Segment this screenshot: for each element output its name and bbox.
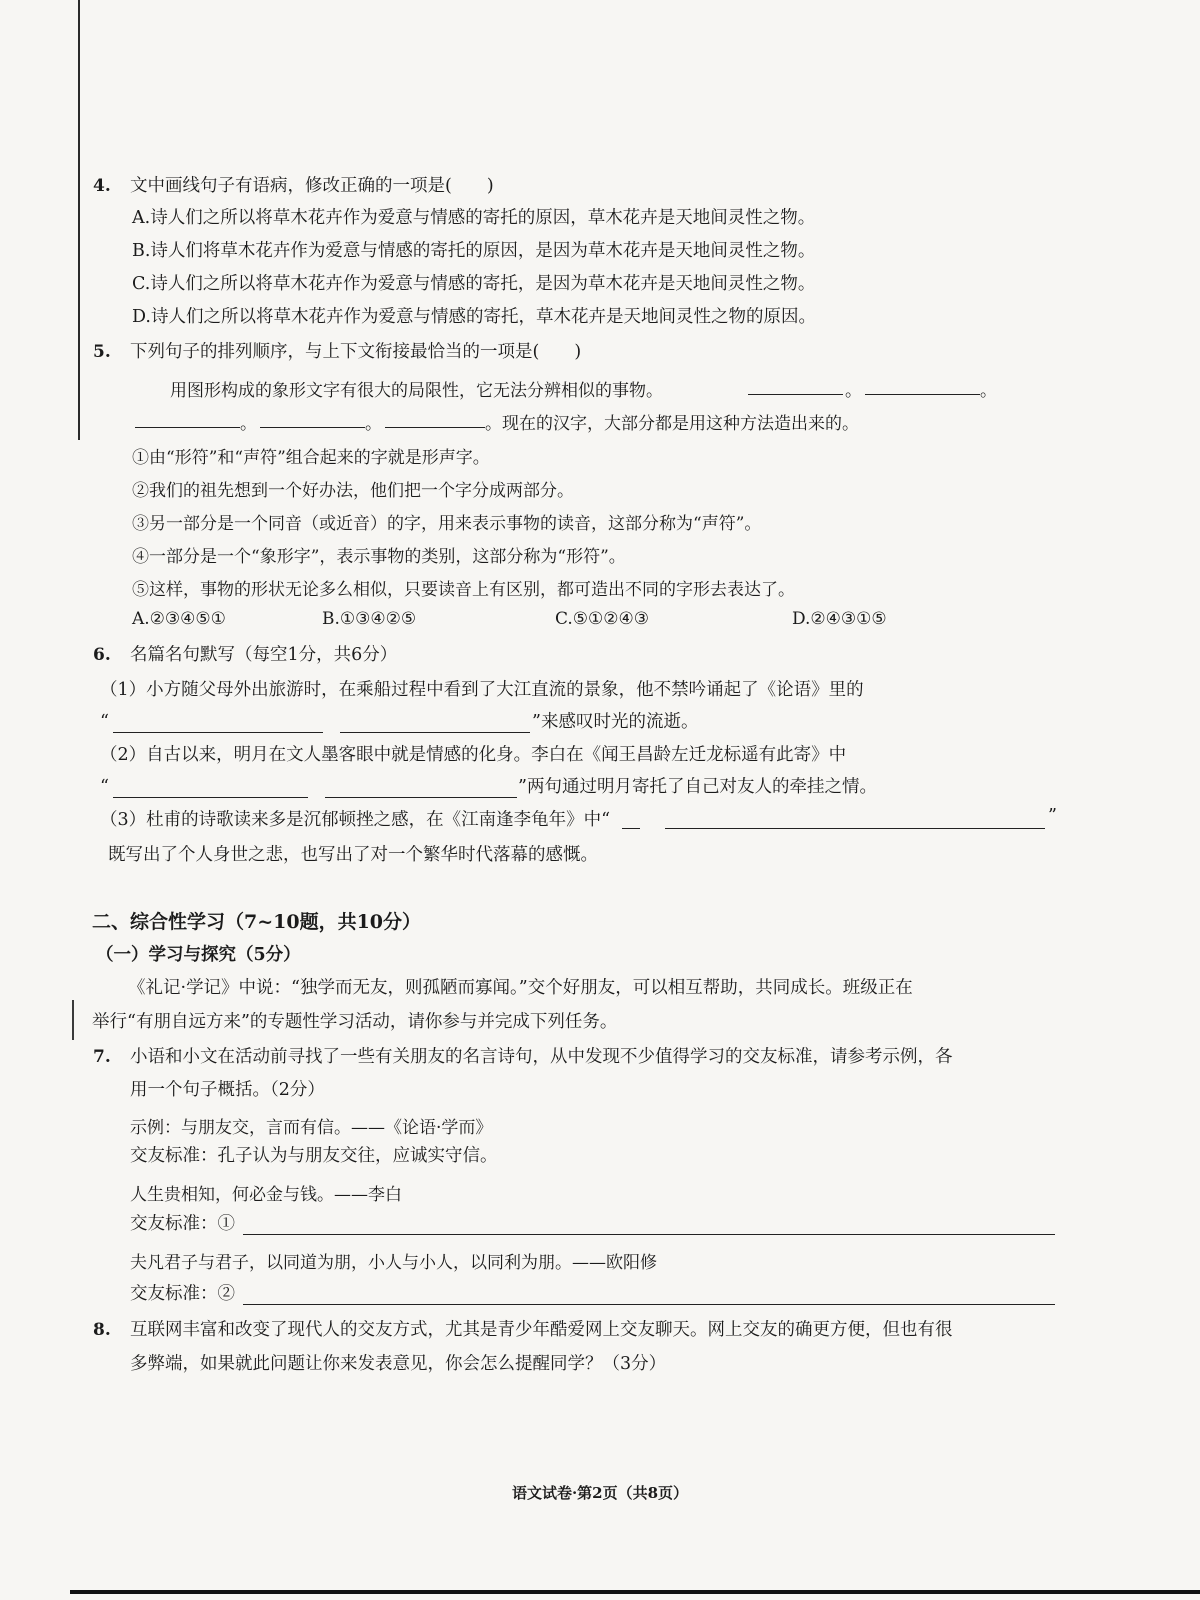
q7-example-standard: 交友标准：孔子认为与朋友交往，应诚实守信。	[130, 1146, 498, 1166]
q5-period-3: 。	[240, 414, 257, 434]
q6-part3-blank-1[interactable]	[622, 828, 640, 829]
q6-part3-line2: 既写出了个人身世之悲，也写出了对一个繁华时代落幕的感慨。	[108, 845, 598, 865]
q5-option-c: C.⑤①②④③	[555, 609, 650, 629]
q7-stem-line2: 用一个句子概括。（2分）	[130, 1080, 325, 1100]
q7-stem-line1: 小语和小文在活动前寻找了一些有关朋友的名言诗句，从中发现不少值得学习的交友标准，请参考示例，各	[130, 1047, 953, 1067]
q6-part1-blank-1[interactable]	[113, 732, 323, 733]
q6-stem: 名篇名句默写（每空1分，共6分）	[130, 645, 398, 665]
q4-option-d: D.诗人们之所以将草木花卉作为爱意与情感的寄托，草木花卉是天地间灵性之物的原因。	[132, 307, 816, 327]
q6-part2-blank-2[interactable]	[325, 797, 517, 798]
q5-sentence-2: ②我们的祖先想到一个好办法，他们把一个字分成两部分。	[132, 481, 574, 501]
q4-option-a: A.诗人们之所以将草木花卉作为爱意与情感的寄托的原因，草木花卉是天地间灵性之物。	[132, 208, 816, 228]
section2-title: 二、综合性学习（7~10题，共10分）	[92, 911, 422, 933]
q7-quote-2: 夫凡君子与君子，以同道为朋，小人与小人，以同利为朋。——欧阳修	[130, 1253, 657, 1273]
q4-option-b: B.诗人们将草木花卉作为爱意与情感的寄托的原因，是因为草木花卉是天地间灵性之物。	[132, 241, 816, 261]
q6-part3-close-quote: ”	[1048, 806, 1057, 826]
q6-part3-blank-2[interactable]	[665, 828, 1045, 829]
q8-stem-line2: 多弊端，如果就此问题让你来发表意见，你会怎么提醒同学？（3分）	[130, 1354, 667, 1374]
q4-option-c: C.诗人们之所以将草木花卉作为爱意与情感的寄托，是因为草木花卉是天地间灵性之物。	[132, 274, 816, 294]
q6-part1-line2-end: ”来感叹时光的流逝。	[532, 712, 699, 732]
scan-edge-line	[78, 0, 80, 440]
q7-label-1: 交友标准：①	[130, 1214, 235, 1234]
q6-part2-line2-end: ”两句通过明月寄托了自己对友人的牵挂之情。	[518, 777, 877, 797]
q6-part2-blank-1[interactable]	[113, 797, 308, 798]
q7-quote-1: 人生贵相知，何必金与钱。——李白	[130, 1185, 402, 1205]
q7-example: 示例：与朋友交，言而有信。——《论语·学而》	[130, 1118, 493, 1138]
q5-option-b: B.①③④②⑤	[322, 609, 417, 629]
q5-stem: 下列句子的排列顺序，与上下文衔接最恰当的一项是( )	[130, 342, 582, 362]
q5-sentence-1: ①由“形符”和“声符”组合起来的字就是形声字。	[132, 448, 490, 468]
q5-sentence-5: ⑤这样，事物的形状无论多么相似，只要读音上有区别，都可造出不同的字形去表达了。	[132, 580, 795, 600]
q5-number: 5.	[93, 342, 111, 362]
q8-stem-line1: 互联网丰富和改变了现代人的交友方式，尤其是青少年酷爱网上交友聊天。网上交友的确更方便，但也有很	[130, 1320, 953, 1340]
q5-period-2: 。	[980, 381, 997, 401]
scan-bottom-edge	[70, 1590, 1200, 1594]
q8-number: 8.	[93, 1320, 111, 1340]
q5-blank-2[interactable]	[865, 394, 980, 395]
q6-part1-line1: （1）小方随父母外出旅游时，在乘船过程中看到了大江直流的景象，他不禁吟诵起了《论语》里的	[100, 680, 864, 700]
q5-option-a: A.②③④⑤①	[132, 609, 226, 629]
q7-number: 7.	[93, 1047, 111, 1067]
q6-part2-line1: （2）自古以来，明月在文人墨客眼中就是情感的化身。李白在《闻王昌龄左迁龙标遥有此寄》中	[100, 745, 847, 765]
q5-passage-line1: 用图形构成的象形文字有很大的局限性，它无法分辨相似的事物。	[170, 381, 663, 401]
page-footer: 语文试卷·第2页（共8页）	[511, 1484, 689, 1502]
q7-answer-blank-2[interactable]	[243, 1304, 1055, 1305]
q5-passage-line2-end: 。现在的汉字，大部分都是用这种方法造出来的。	[485, 414, 859, 434]
q7-label-2: 交友标准：②	[130, 1284, 235, 1304]
q5-sentence-4: ④一部分是一个“象形字”，表示事物的类别，这部分称为“形符”。	[132, 547, 626, 567]
scan-edge-mark	[72, 1000, 74, 1040]
q6-part1-open-quote: “	[100, 712, 109, 732]
section2-subtitle: （一）学习与探究（5分）	[96, 945, 301, 965]
q5-period-4: 。	[365, 414, 382, 434]
q5-option-d: D.②④③①⑤	[792, 609, 887, 629]
q5-sentence-3: ③另一部分是一个同音（或近音）的字，用来表示事物的读音，这部分称为“声符”。	[132, 514, 762, 534]
q4-stem: 文中画线句子有语病，修改正确的一项是( )	[130, 176, 494, 196]
q6-number: 6.	[93, 645, 111, 665]
q5-period-1: 。	[845, 381, 862, 401]
q5-blank-3[interactable]	[135, 427, 240, 428]
section2-intro-line2: 举行“有朋自远方来”的专题性学习活动，请你参与并完成下列任务。	[92, 1012, 618, 1032]
q7-answer-blank-1[interactable]	[243, 1234, 1055, 1235]
q5-blank-1[interactable]	[748, 394, 843, 395]
q6-part2-open-quote: “	[100, 777, 109, 797]
q5-blank-5[interactable]	[385, 427, 485, 428]
q4-number: 4.	[93, 176, 111, 196]
q5-blank-4[interactable]	[260, 427, 365, 428]
q6-part1-blank-2[interactable]	[340, 732, 530, 733]
q6-part3-line1: （3）杜甫的诗歌读来多是沉郁顿挫之感，在《江南逢李龟年》中“	[100, 810, 611, 830]
section2-intro-line1: 《礼记·学记》中说：“独学而无友，则孤陋而寡闻。”交个好朋友，可以相互帮助，共同成长。班级正在	[128, 978, 913, 998]
